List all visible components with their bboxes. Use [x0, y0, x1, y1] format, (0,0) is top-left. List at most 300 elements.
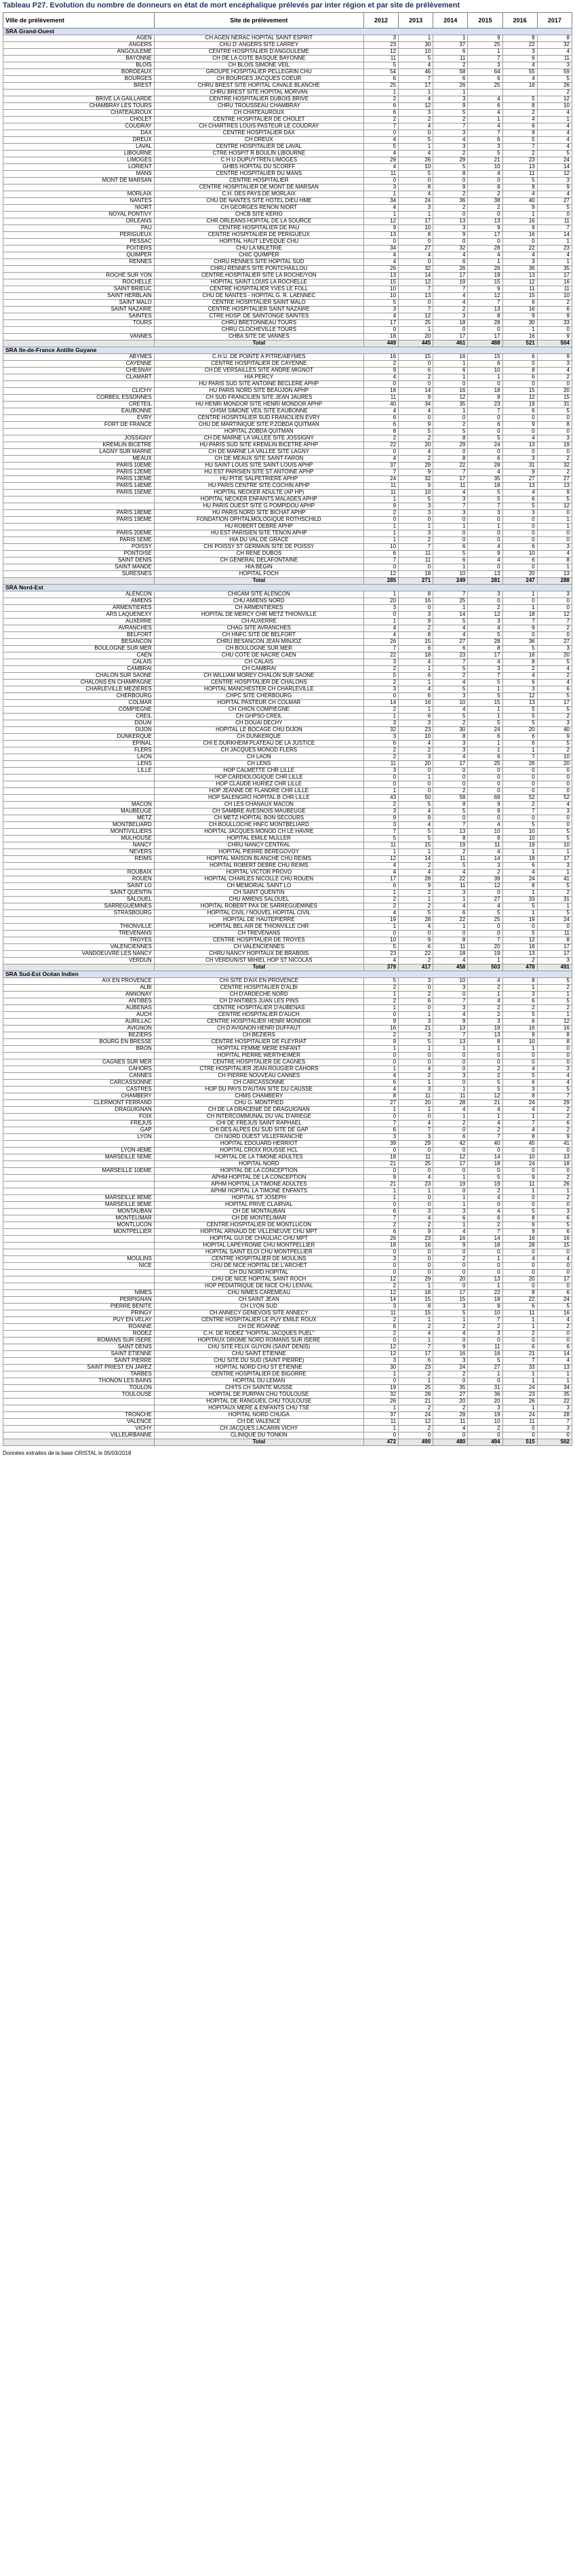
cell-count: 9 [537, 1134, 572, 1141]
cell-count: 0 [468, 781, 502, 788]
cell-count: 8 [537, 422, 572, 429]
cell-site: CH SAINT QUENTIN [154, 890, 363, 897]
cell-count: 10 [468, 1419, 502, 1426]
cell-count: 0 [399, 1256, 433, 1263]
cell-site: C.H.U. DE POINTE A PITRE/ABYMES [154, 354, 363, 361]
cell-count: 7 [363, 1120, 398, 1127]
cell-count: 1 [468, 1114, 502, 1120]
cell-count: 15 [399, 1297, 433, 1304]
cell-site: CENTRE HOSPITALIER SAINT MALO [154, 300, 363, 307]
cell-site: HOPITAL HAUT LEVEQUE CHU [154, 239, 363, 246]
cell-count: 13 [537, 1154, 572, 1161]
cell-count: 4 [537, 680, 572, 686]
cell-count: 6 [502, 558, 537, 564]
cell-count: 5 [468, 151, 502, 157]
cell-ville: AURILLAC [3, 1019, 155, 1026]
cell-count: 3 [433, 890, 468, 897]
cell-count: 58 [433, 69, 468, 76]
cell-count: 1 [468, 1046, 502, 1053]
region-name: SRA Ile-de-France Antille Guyane [3, 347, 572, 354]
cell-count: 18 [502, 856, 537, 863]
header-site: Site de prélèvement [154, 13, 363, 28]
cell-count: 0 [537, 429, 572, 435]
cell-count: 0 [399, 788, 433, 795]
table-row [3, 483, 572, 490]
table-row [3, 327, 572, 334]
cell-count: 6 [502, 300, 537, 307]
cell-count: 5 [468, 910, 502, 917]
cell-count: 9 [502, 469, 537, 476]
cell-site: HOPITAL EMILE MULLER [154, 836, 363, 842]
cell-ville: BREST [3, 83, 155, 90]
table-row [3, 842, 572, 849]
cell-ville: SAINT PRIEST EN JAREZ [3, 1365, 155, 1371]
cell-count: 12 [537, 503, 572, 510]
cell-count: 16 [433, 1351, 468, 1358]
cell-count: 2 [363, 510, 398, 517]
table-row [3, 1032, 572, 1039]
cell-count: 1 [502, 747, 537, 754]
cell-count: 9 [433, 184, 468, 191]
cell-count: 18 [399, 1290, 433, 1297]
cell-count: 24 [537, 917, 572, 924]
cell-count: 15 [468, 354, 502, 361]
cell-count: 4 [399, 408, 433, 415]
cell-count: 1 [537, 1371, 572, 1378]
cell-count: 6 [363, 415, 398, 422]
cell-count: 2 [399, 374, 433, 381]
cell-count: 1 [468, 958, 502, 964]
cell-count: 7 [468, 130, 502, 137]
total-count: 379 [363, 964, 398, 971]
cell-count: 4 [502, 1107, 537, 1114]
cell-ville: PIERRE BENITE [3, 1304, 155, 1310]
table-row [3, 992, 572, 998]
cell-count: 6 [363, 1229, 398, 1236]
table-row [3, 1087, 572, 1093]
cell-count: 9 [363, 1175, 398, 1182]
cell-count: 6 [502, 496, 537, 503]
cell-count: 0 [537, 212, 572, 218]
cell-count: 3 [399, 110, 433, 117]
cell-count: 0 [468, 212, 502, 218]
cell-count: 16 [537, 1026, 572, 1032]
cell-count: 9 [468, 35, 502, 42]
table-row [3, 632, 572, 639]
cell-count: 3 [433, 225, 468, 232]
cell-ville [3, 327, 155, 334]
region-row [3, 971, 572, 978]
table-row [3, 544, 572, 551]
cell-site: HOPITAL DE MERCY CHR METZ THIONVILLE [154, 612, 363, 619]
cell-count: 1 [433, 1175, 468, 1182]
cell-count: 2 [433, 191, 468, 198]
table-row [3, 707, 572, 714]
cell-count: 10 [537, 842, 572, 849]
cell-count: 0 [537, 449, 572, 456]
cell-count: 1 [433, 35, 468, 42]
cell-ville: REIMS [3, 856, 155, 863]
cell-ville: FOIX [3, 1114, 155, 1120]
cell-ville: MULHOUSE [3, 836, 155, 842]
cell-count: 29 [399, 1141, 433, 1148]
cell-ville: PARIS 18EME [3, 510, 155, 517]
cell-count: 28 [399, 876, 433, 883]
cell-count: 0 [502, 781, 537, 788]
cell-count: 0 [433, 327, 468, 334]
total-spacer [3, 1439, 155, 1446]
cell-count: 3 [468, 591, 502, 598]
cell-count: 40 [537, 727, 572, 734]
cell-count: 25 [433, 598, 468, 605]
cell-count: 17 [537, 944, 572, 951]
cell-count: 12 [363, 1290, 398, 1297]
cell-count: 24 [537, 157, 572, 164]
cell-count: 2 [433, 1405, 468, 1412]
cell-count: 0 [399, 768, 433, 775]
cell-count: 2 [399, 903, 433, 910]
cell-count: 4 [399, 822, 433, 829]
cell-ville [3, 184, 155, 191]
cell-count: 7 [502, 754, 537, 761]
cell-count: 3 [537, 1066, 572, 1073]
cell-ville: ARMENTIERES [3, 605, 155, 612]
cell-ville: CHESNAY [3, 368, 155, 374]
total-row [3, 1439, 572, 1446]
cell-count: 52 [537, 795, 572, 802]
cell-count: 2 [363, 680, 398, 686]
cell-count: 0 [502, 632, 537, 639]
cell-count: 5 [399, 836, 433, 842]
cell-count: 0 [433, 530, 468, 537]
cell-count: 6 [502, 1080, 537, 1087]
cell-count: 25 [399, 320, 433, 327]
table-row [3, 524, 572, 530]
table-title: Tableau P27. Evolution du nombre de donneurs en état de mort encéphalique prélevés par inter région et par site de prélèvement [3, 1, 460, 9]
cell-count: 4 [363, 205, 398, 212]
cell-count: 0 [468, 1378, 502, 1385]
cell-count: 28 [433, 1100, 468, 1107]
cell-count: 2 [363, 1032, 398, 1039]
cell-site: HIA PERCY [154, 374, 363, 381]
cell-count: 5 [537, 978, 572, 985]
cell-site: HOPITAL FOCH [154, 571, 363, 578]
cell-site: CHI POISSY ST GERMAIN SITE DE POISSY [154, 544, 363, 551]
cell-count: 27 [502, 476, 537, 483]
cell-count: 1 [433, 1114, 468, 1120]
cell-count: 4 [537, 368, 572, 374]
cell-count: 6 [537, 1215, 572, 1222]
cell-ville: LYON 4EME [3, 1148, 155, 1154]
cell-count: 2 [433, 422, 468, 429]
cell-count: 25 [468, 83, 502, 90]
cell-count: 4 [468, 1195, 502, 1202]
cell-count: 25 [399, 1385, 433, 1392]
cell-count: 11 [468, 1344, 502, 1351]
cell-count: 0 [468, 1338, 502, 1344]
cell-count: 0 [363, 1202, 398, 1209]
cell-site: HOPITAL ROBERT DEBRE CHU REIMS [154, 863, 363, 870]
cell-count: 23 [468, 402, 502, 408]
cell-count: 3 [537, 178, 572, 184]
cell-count: 0 [502, 429, 537, 435]
cell-count: 16 [502, 232, 537, 239]
cell-count: 11 [502, 286, 537, 293]
total-count: 521 [502, 340, 537, 347]
cell-count: 6 [468, 103, 502, 110]
cell-count: 2 [433, 307, 468, 313]
cell-count: 13 [468, 571, 502, 578]
table-row [3, 469, 572, 476]
cell-count: 4 [502, 191, 537, 198]
cell-count: 0 [433, 517, 468, 524]
cell-count: 6 [502, 863, 537, 870]
table-row [3, 870, 572, 876]
cell-ville: PERIGUEUX [3, 232, 155, 239]
cell-count: 5 [468, 496, 502, 503]
cell-count: 6 [363, 883, 398, 890]
cell-count: 10 [468, 368, 502, 374]
cell-count: 1 [363, 788, 398, 795]
cell-count: 1 [537, 903, 572, 910]
cell-count: 19 [433, 1182, 468, 1188]
total-count: 458 [433, 964, 468, 971]
cell-ville: AIX EN PROVENCE [3, 978, 155, 985]
cell-ville: AMIENS [3, 598, 155, 605]
cell-count: 2 [537, 1114, 572, 1120]
cell-count: 0 [468, 1059, 502, 1066]
cell-ville: CLICHY [3, 388, 155, 395]
table-row [3, 1182, 572, 1188]
cell-count: 1 [468, 374, 502, 381]
cell-count: 9 [468, 802, 502, 808]
cell-count: 24 [502, 876, 537, 883]
cell-count: 7 [399, 286, 433, 293]
cell-count: 0 [537, 1148, 572, 1154]
total-label: Total [154, 1439, 363, 1446]
cell-count: 6 [399, 1358, 433, 1365]
cell-ville [3, 503, 155, 510]
cell-count: 0 [433, 381, 468, 388]
cell-count: 9 [363, 225, 398, 232]
table-row [3, 463, 572, 469]
cell-count: 6 [433, 558, 468, 564]
cell-count: 1 [363, 619, 398, 625]
table-row [3, 307, 572, 313]
cell-count: 6 [537, 1290, 572, 1297]
cell-count: 13 [502, 483, 537, 490]
cell-count: 2 [363, 435, 398, 442]
cell-count: 32 [363, 1392, 398, 1399]
cell-count: 1 [363, 1195, 398, 1202]
table-row [3, 754, 572, 761]
table-row [3, 1331, 572, 1338]
cell-count: 3 [537, 1209, 572, 1215]
cell-count: 9 [537, 313, 572, 320]
cell-count: 59 [537, 69, 572, 76]
cell-site: CHIC QUIMPER [154, 252, 363, 259]
cell-count: 33 [502, 1365, 537, 1371]
cell-count: 3 [363, 734, 398, 741]
cell-count: 1 [363, 524, 398, 530]
cell-count: 2 [363, 707, 398, 714]
cell-count: 10 [537, 293, 572, 300]
cell-count: 12 [502, 693, 537, 700]
cell-count: 8 [537, 558, 572, 564]
table-row [3, 49, 572, 56]
cell-count: 0 [468, 1168, 502, 1175]
cell-count: 4 [433, 958, 468, 964]
cell-count: 2 [537, 90, 572, 96]
cell-count: 10 [502, 836, 537, 842]
cell-count: 3 [399, 1087, 433, 1093]
table-row [3, 1412, 572, 1419]
cell-count: 2 [399, 958, 433, 964]
cell-ville [3, 1175, 155, 1182]
cell-count: 0 [502, 1338, 537, 1344]
cell-count: 6 [433, 368, 468, 374]
cell-count: 26 [502, 1399, 537, 1405]
cell-site: HOPITAL MAISON BLANCHE CHU REIMS [154, 856, 363, 863]
table-row [3, 931, 572, 937]
table-row [3, 686, 572, 693]
table-row [3, 442, 572, 449]
cell-count: 5 [502, 822, 537, 829]
cell-ville: COUDRAY [3, 123, 155, 130]
cell-ville: MONT DE MARSAN [3, 178, 155, 184]
cell-count: 9 [502, 225, 537, 232]
cell-count: 1 [363, 1046, 398, 1053]
cell-count: 20 [363, 598, 398, 605]
cell-count: 4 [537, 137, 572, 144]
cell-count: 18 [363, 1243, 398, 1249]
table-row [3, 429, 572, 435]
cell-count: 4 [537, 1073, 572, 1080]
cell-count: 5 [433, 863, 468, 870]
cell-count: 3 [399, 510, 433, 517]
cell-count: 5 [433, 164, 468, 171]
table-row [3, 1378, 572, 1385]
cell-count: 23 [502, 1392, 537, 1399]
cell-site: CH BOULOGNE SUR MER [154, 646, 363, 652]
cell-count: 0 [502, 530, 537, 537]
cell-count: 2 [363, 1331, 398, 1338]
cell-count: 4 [399, 252, 433, 259]
cell-site: CH DUNKERQUE [154, 734, 363, 741]
cell-count: 0 [502, 239, 537, 246]
cell-count: 0 [363, 693, 398, 700]
cell-count: 2 [537, 469, 572, 476]
cell-count: 9 [502, 205, 537, 212]
cell-count: 15 [399, 354, 433, 361]
cell-count: 0 [468, 429, 502, 435]
cell-count: 5 [363, 836, 398, 842]
cell-count: 3 [363, 1134, 398, 1141]
cell-count: 2 [468, 1188, 502, 1195]
cell-count: 27 [537, 476, 572, 483]
cell-ville: CHAMBERY [3, 1093, 155, 1100]
cell-site: CH LES CHANAUX MACON [154, 802, 363, 808]
cell-site: HOPITAL ZOBDA QUITMAN [154, 429, 363, 435]
table-row [3, 714, 572, 720]
table-row [3, 1270, 572, 1276]
cell-count: 0 [537, 781, 572, 788]
table-row [3, 273, 572, 279]
cell-count: 4 [363, 1087, 398, 1093]
cell-count: 1 [433, 1222, 468, 1229]
cell-count: 19 [363, 1385, 398, 1392]
cell-ville [3, 524, 155, 530]
table-row [3, 1317, 572, 1324]
cell-count: 3 [502, 1087, 537, 1093]
cell-count: 5 [537, 883, 572, 890]
cell-count: 4 [433, 252, 468, 259]
cell-site: HOPITAL ARNAUD DE VILLENEUVE CHU MPT [154, 1229, 363, 1236]
cell-count: 5 [468, 1080, 502, 1087]
cell-count: 14 [537, 164, 572, 171]
cell-count: 24 [468, 442, 502, 449]
cell-count: 3 [502, 49, 537, 56]
table-row [3, 449, 572, 456]
cell-count: 0 [363, 1059, 398, 1066]
cell-site: C H U DUPUYTREN LIMOGES [154, 157, 363, 164]
cell-count: 8 [399, 1304, 433, 1310]
table-row [3, 897, 572, 903]
cell-site: CHITS CH SAINTE MUSSE [154, 1385, 363, 1392]
cell-count: 1 [502, 1405, 537, 1412]
cell-count: 18 [363, 334, 398, 340]
cell-ville: JOSSIGNY [3, 435, 155, 442]
cell-count: 22 [502, 246, 537, 252]
cell-ville: BLOIS [3, 62, 155, 69]
cell-ville: TRONCHE [3, 1412, 155, 1419]
table-row [3, 808, 572, 815]
table-row [3, 727, 572, 734]
cell-count: 19 [363, 917, 398, 924]
cell-count: 0 [537, 537, 572, 544]
cell-site: CH D'AVIGNON HENRI DUFFAUT [154, 1026, 363, 1032]
table-row [3, 1026, 572, 1032]
cell-ville: SAINT PIERRE [3, 1358, 155, 1365]
cell-count: 7 [502, 619, 537, 625]
cell-ville: CHARLEVILLE MEZIERES [3, 686, 155, 693]
cell-count: 3 [468, 1019, 502, 1026]
cell-count: 8 [433, 171, 468, 178]
cell-site: CHRU NANCY CENTRAL [154, 842, 363, 849]
cell-count: 6 [363, 422, 398, 429]
cell-count: 1 [363, 537, 398, 544]
cell-count: 2 [433, 1324, 468, 1331]
cell-count: 20 [399, 334, 433, 340]
cell-count: 0 [433, 1148, 468, 1154]
cell-count: 0 [433, 1059, 468, 1066]
total-count: 480 [433, 1439, 468, 1446]
cell-count: 8 [502, 1290, 537, 1297]
table-row [3, 1243, 572, 1249]
cell-count: 16 [502, 1026, 537, 1032]
cell-ville: TARBES [3, 1371, 155, 1378]
cell-count: 0 [502, 415, 537, 422]
cell-ville: COMPIEGNE [3, 707, 155, 714]
cell-ville: METZ [3, 815, 155, 822]
table-row [3, 266, 572, 273]
cell-count: 0 [537, 510, 572, 517]
cell-count: 13 [537, 1365, 572, 1371]
cell-count: 1 [537, 239, 572, 246]
cell-site: CHU SITE FELIX GUYON (SAINT DENIS) [154, 1344, 363, 1351]
cell-count: 2 [399, 435, 433, 442]
cell-count: 8 [537, 1039, 572, 1046]
